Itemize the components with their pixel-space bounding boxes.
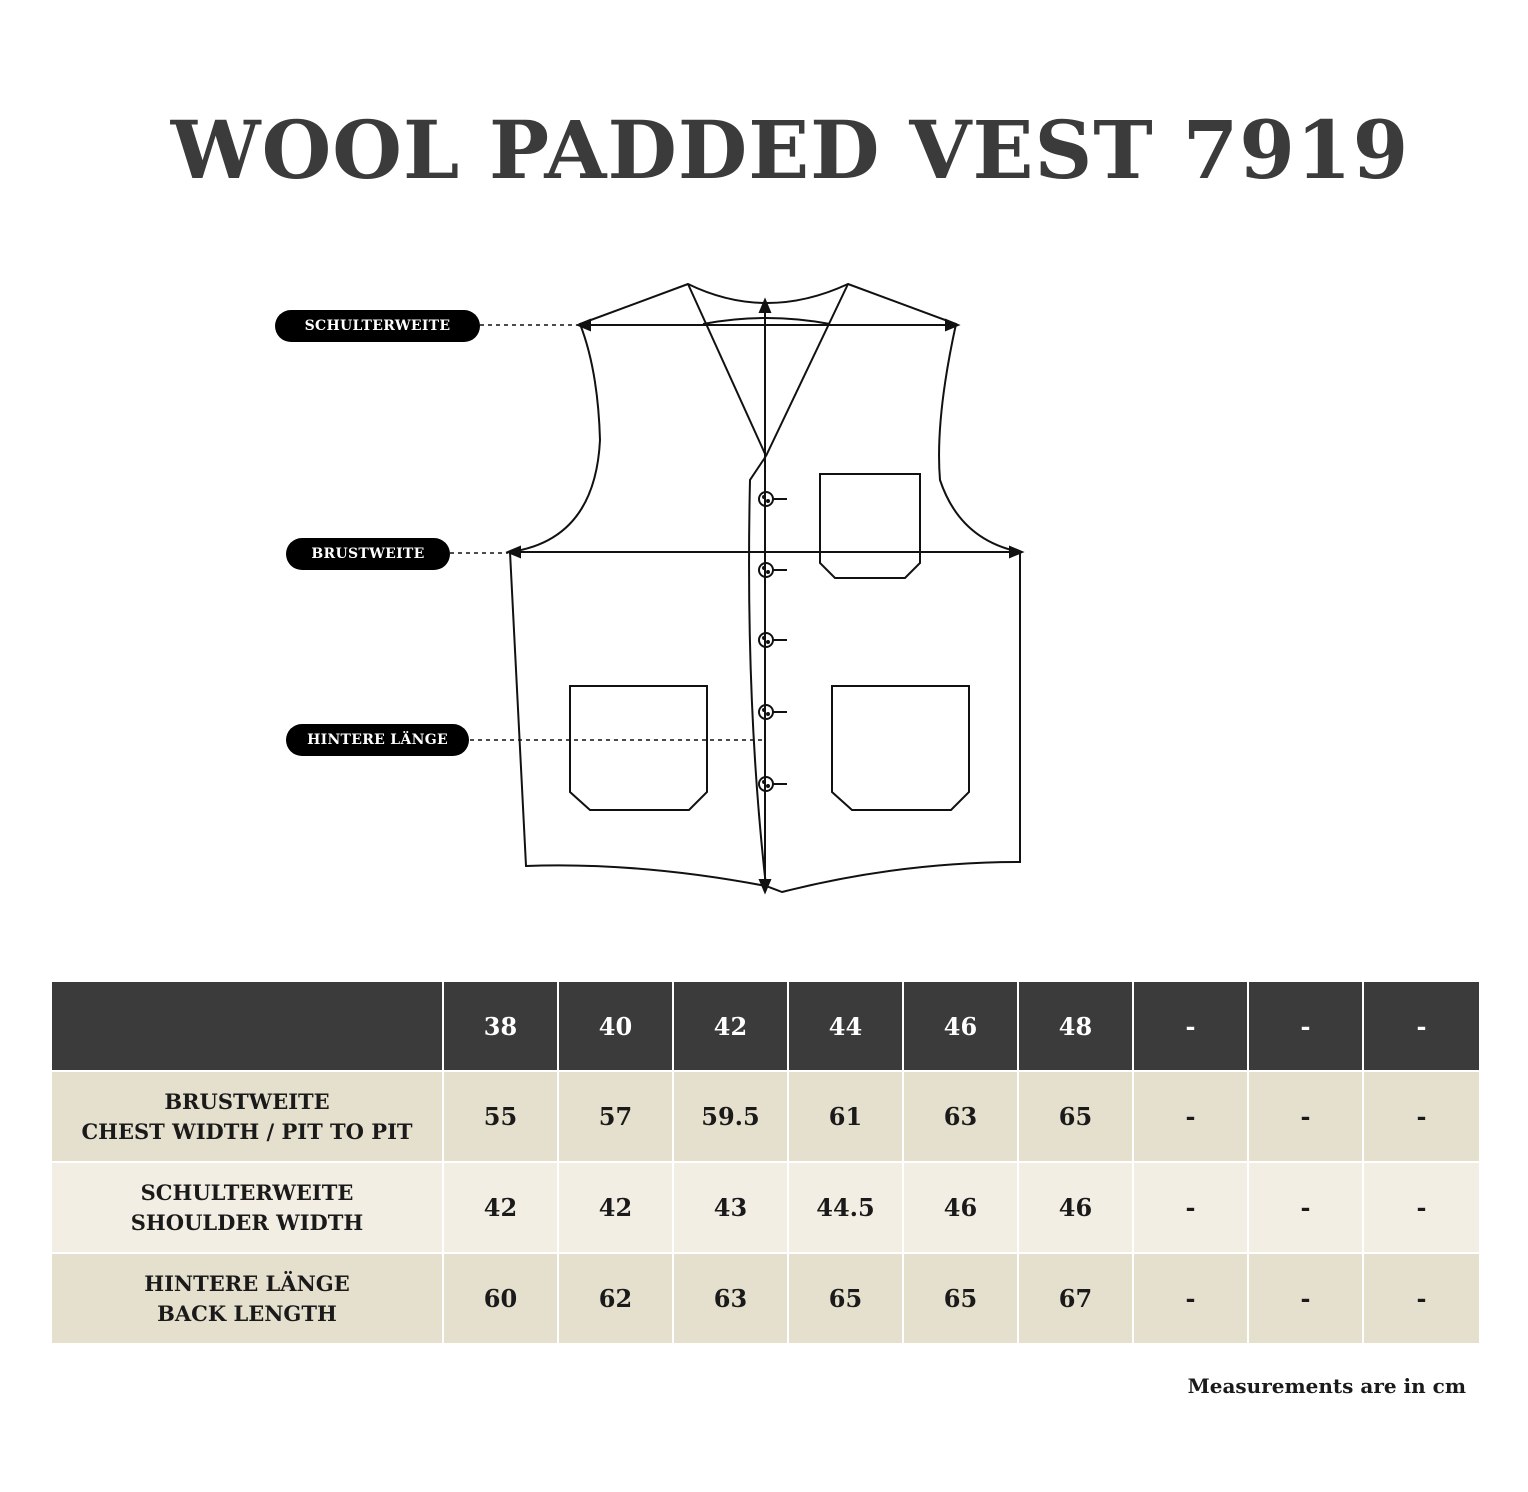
table-cell: 57 bbox=[558, 1071, 673, 1162]
table-cell: 65 bbox=[903, 1253, 1018, 1344]
size-header: 44 bbox=[788, 981, 903, 1071]
table-cell: - bbox=[1363, 1162, 1480, 1253]
table-cell: - bbox=[1133, 1162, 1248, 1253]
table-cell: 61 bbox=[788, 1071, 903, 1162]
table-cell: 67 bbox=[1018, 1253, 1133, 1344]
left-pocket bbox=[570, 686, 707, 810]
units-note: Measurements are in cm bbox=[1187, 1374, 1466, 1398]
table-cell: 63 bbox=[903, 1071, 1018, 1162]
row-label-de: HINTERE LÄNGE bbox=[144, 1270, 350, 1296]
row-label-en: BACK LENGTH bbox=[157, 1300, 337, 1326]
table-cell: 63 bbox=[673, 1253, 788, 1344]
table-row-chest bbox=[51, 1071, 1480, 1162]
row-label-de: BRUSTWEITE bbox=[164, 1088, 330, 1114]
chest-width-label: BRUSTWEITE bbox=[286, 538, 450, 570]
table-cell: 55 bbox=[443, 1071, 558, 1162]
table-cell: 62 bbox=[558, 1253, 673, 1344]
back-length-label: HINTERE LÄNGE bbox=[286, 724, 469, 756]
shoulder-width-label: SCHULTERWEITE bbox=[275, 310, 480, 342]
table-cell: - bbox=[1248, 1071, 1363, 1162]
table-cell: - bbox=[1363, 1071, 1480, 1162]
table-cell: 46 bbox=[903, 1162, 1018, 1253]
size-header-row bbox=[51, 981, 1480, 1071]
table-cell: 60 bbox=[443, 1253, 558, 1344]
size-header: - bbox=[1363, 981, 1480, 1071]
row-label-en: CHEST WIDTH / PIT TO PIT bbox=[81, 1118, 413, 1144]
table-cell: 42 bbox=[558, 1162, 673, 1253]
table-cell: 44.5 bbox=[788, 1162, 903, 1253]
row-label-de: SCHULTERWEITE bbox=[140, 1179, 354, 1205]
size-header: - bbox=[1248, 981, 1363, 1071]
right-lapel bbox=[766, 284, 848, 456]
table-cell: 46 bbox=[1018, 1162, 1133, 1253]
table-cell: 65 bbox=[1018, 1071, 1133, 1162]
back-neckline bbox=[703, 318, 830, 324]
size-header: 42 bbox=[673, 981, 788, 1071]
size-header: 48 bbox=[1018, 981, 1133, 1071]
table-cell: 43 bbox=[673, 1162, 788, 1253]
table-cell: - bbox=[1133, 1071, 1248, 1162]
left-lapel bbox=[688, 284, 766, 456]
row-label-en: SHOULDER WIDTH bbox=[130, 1209, 364, 1235]
table-cell: 65 bbox=[788, 1253, 903, 1344]
header-corner-cell bbox=[51, 981, 443, 1071]
row-label bbox=[51, 1071, 443, 1162]
row-label bbox=[51, 1162, 443, 1253]
size-header: 40 bbox=[558, 981, 673, 1071]
chest-pocket bbox=[820, 474, 920, 578]
table-cell: - bbox=[1248, 1162, 1363, 1253]
buttons bbox=[759, 492, 787, 791]
table-cell: - bbox=[1363, 1253, 1480, 1344]
row-label bbox=[51, 1253, 443, 1344]
placket-line bbox=[749, 456, 766, 886]
right-pocket bbox=[832, 686, 969, 810]
size-header: - bbox=[1133, 981, 1248, 1071]
size-header: 46 bbox=[903, 981, 1018, 1071]
table-cell: 59.5 bbox=[673, 1071, 788, 1162]
table-cell: - bbox=[1248, 1253, 1363, 1344]
size-chart-table bbox=[50, 980, 1481, 1345]
size-header: 38 bbox=[443, 981, 558, 1071]
table-row-back-length bbox=[51, 1253, 1480, 1344]
page-title: WOOL PADDED VEST 7919 bbox=[170, 103, 1410, 197]
table-row-shoulder bbox=[51, 1162, 1480, 1253]
table-cell: - bbox=[1133, 1253, 1248, 1344]
table-cell: 42 bbox=[443, 1162, 558, 1253]
